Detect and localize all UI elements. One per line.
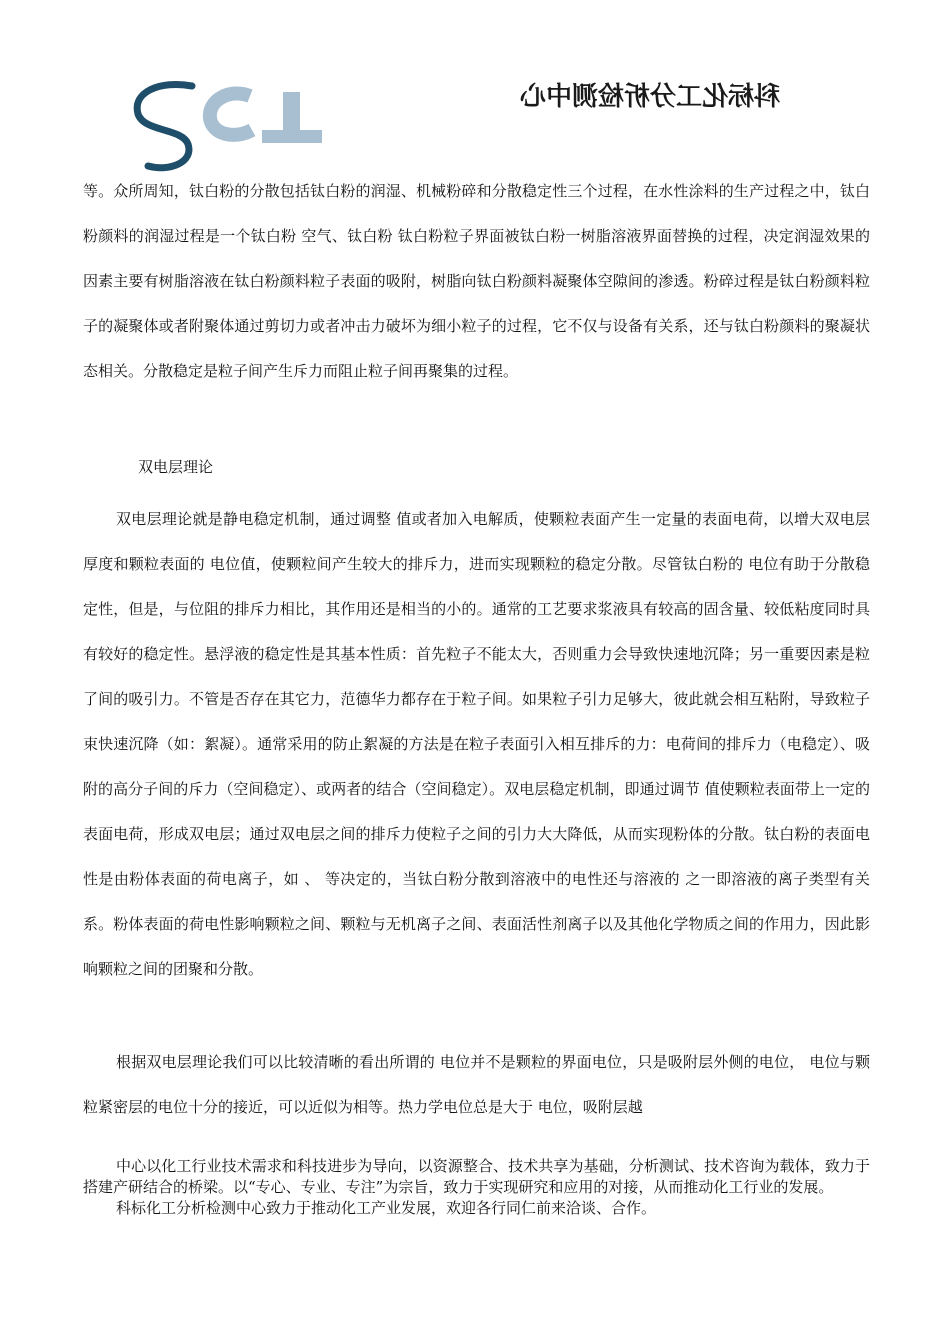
paragraph-zeta: 根据双电层理论我们可以比较清晰的看出所谓的 电位并不是颗粒的界面电位，只是吸附层外侧的电位， 电位与颗粒紧密层的电位十分的接近，可以近似为相等。热力学电位总是大于 电位，吸附层越 [83,1053,870,1116]
paragraph-dispersion: 等。众所周知，钛白粉的分散包括钛白粉的润湿、机械粉碎和分散稳定性三个过程，在水性涂料的生产过程之中，钛白粉颜料的润湿过程是一个钛白粉 空气、钛白粉 钛白粉粒子界面被钛白粉一树脂溶液界面替换的过程，决定润湿效果的因素主要有树脂溶液在钛白粉颜料粒子表面的吸附，树脂向钛白粉颜料凝聚体空隙间的渗透。粉碎过程是钛白粉颜料粒子的凝聚体或者附聚体通过剪切力或者冲击力破坏为细小粒子的过程，它不仅与设备有关系，还与钛白粉颜料的聚凝状态相关。分散稳定是粒子间产生斥力而阻止粒子间再聚集的过程。 [83,182,870,380]
footer-paragraph-2: 科标化工分析检测中心致力于推动化工产业发展，欢迎各行同仁前来洽谈、合作。 [116,1199,657,1217]
sct-logo [130,78,330,174]
logo-letter-c [210,93,252,134]
section-heading: 双电层理论 [138,458,214,476]
paragraph-double-layer: 双电层理论就是静电稳定机制，通过调整 值或者加入电解质，使颗粒表面产生一定量的表面电荷，以增大双电层厚度和颗粒表面的 电位值，使颗粒间产生较大的排斥力，进而实现颗粒的稳定分散。尽管钛白粉的 电位有助于分散稳定性，但是，与位阻的排斥力相比，其作用还是相当的小的。通常的工艺要求浆液具有较高的固含量、较低粘度同时具有较好的稳定性。悬浮液的稳定性是其基本性质：首先粒子不能太大，否则重力会导致快速地沉降；另一重要因素是粒了间的吸引力。不管是否存在其它力，范德华力都存在于粒子间。如果粒子引力足够大，彼此就会相互粘附，导致粒子束快速沉降（如：絮凝）。通常采用的防止絮凝的方法是在粒子表面引入相互排斥的力：电荷间的排斥力（电稳定）、吸附的高分子间的斥力（空间稳定）、或两者的结合（空间稳定）。双电层稳定机制，即通过调节 值使颗粒表面带上一定的表面电荷，形成双电层；通过双电层之间的排斥力使粒子之间的引力大大降低，从而实现粉体的分散。钛白粉的表面电性是由粉体表面的荷电离子，如 、 等决定的，当钛白粉分散到溶液中的电性还与溶液的 之一即溶液的离子类型有关系。粉体表面的荷电性影响颗粒之间、颗粒与无机离子之间、表面活性剂离子以及其他化学物质之间的作用力，因此影响颗粒之间的团聚和分散。 [83,510,870,978]
header-banner: 科标化工分析检测中心 [519,82,780,112]
logo-letter-s [137,84,192,167]
logo-letter-t-stem [283,92,300,136]
footer-note [83,1156,870,1219]
footer-paragraph-1: 中心以化工行业技术需求和科技进步为导向，以资源整合、技术共享为基础，分析测试、技术咨询为载体，致力于搭建产研结合的桥梁。以“专心、专业、专注”为宗旨，致力于实现研究和应用的对接，从而推动化工行业的发展。 [83,1157,870,1196]
